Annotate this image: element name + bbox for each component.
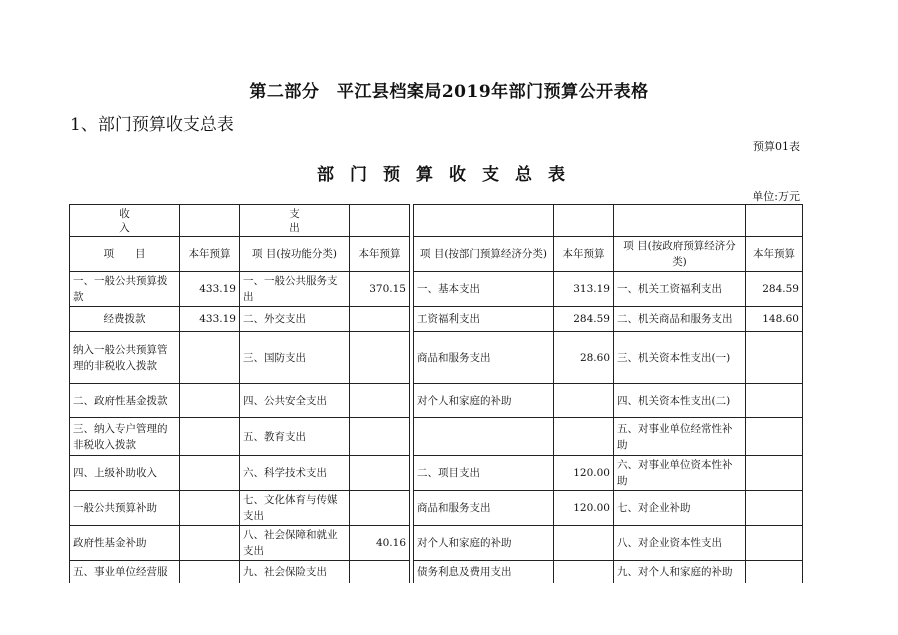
- gov-item-cell: 八、对企业资本性支出: [614, 526, 746, 561]
- func-budget-cell: [350, 307, 410, 332]
- income-item-cell: 四、上级补助收入: [70, 456, 180, 491]
- gov-item-cell: 二、机关商品和服务支出: [614, 307, 746, 332]
- col-header-income-budget: 本年预算: [180, 237, 240, 272]
- income-item-cell: 五、事业单位经营服: [70, 561, 180, 583]
- income-item-cell: 二、政府性基金拨款: [70, 384, 180, 418]
- page-title: 第二部分 平江县档案局2019年部门预算公开表格: [249, 82, 649, 102]
- dept-budget-cell: [554, 561, 614, 583]
- func-item-cell: 七、文化体育与传媒支出: [240, 491, 350, 526]
- dept-item-cell: 债务利息及费用支出: [414, 561, 554, 583]
- blank-header-cell: [554, 205, 614, 237]
- gov-item-cell: 三、机关资本性支出(一): [614, 332, 746, 384]
- blank-header-cell: [180, 205, 240, 237]
- gov-budget-cell: 284.59: [746, 272, 803, 307]
- group-header-row: [70, 205, 803, 237]
- gov-item-cell: 六、对事业单位资本性补助: [614, 456, 746, 491]
- gov-budget-cell: 148.60: [746, 307, 803, 332]
- table-row: [70, 561, 803, 583]
- func-item-cell: 六、科学技术支出: [240, 456, 350, 491]
- table-row: [70, 418, 803, 456]
- table-row: [70, 272, 803, 307]
- func-budget-cell: [350, 491, 410, 526]
- col-header-gov-econ-item: 项 目(按政府预算经济分类): [614, 237, 746, 272]
- income-budget-cell: [180, 526, 240, 561]
- income-budget-cell: [180, 418, 240, 456]
- dept-budget-cell: [554, 384, 614, 418]
- income-item-cell: 政府性基金补助: [70, 526, 180, 561]
- gov-item-cell: 五、对事业单位经常性补助: [614, 418, 746, 456]
- func-item-cell: 二、外交支出: [240, 307, 350, 332]
- form-code: 预算01表: [753, 140, 800, 153]
- gov-budget-cell: [746, 384, 803, 418]
- gov-budget-cell: [746, 332, 803, 384]
- dept-item-cell: 对个人和家庭的补助: [414, 384, 554, 418]
- dept-budget-cell: [554, 418, 614, 456]
- table-row: [70, 491, 803, 526]
- income-budget-cell: [180, 384, 240, 418]
- income-budget-cell: [180, 332, 240, 384]
- income-budget-cell: [180, 491, 240, 526]
- col-header-gov-econ-budget: 本年预算: [746, 237, 803, 272]
- func-budget-cell: [350, 456, 410, 491]
- unit-label: 单位:万元: [752, 190, 800, 203]
- col-header-dept-econ-budget: 本年预算: [554, 237, 614, 272]
- dept-budget-cell: 284.59: [554, 307, 614, 332]
- dept-budget-cell: 120.00: [554, 491, 614, 526]
- col-header-income-item: 项 目: [70, 237, 180, 272]
- func-budget-cell: [350, 561, 410, 583]
- blank-header-cell: [414, 205, 554, 237]
- func-item-cell: 五、教育支出: [240, 418, 350, 456]
- func-budget-cell: 40.16: [350, 526, 410, 561]
- func-budget-cell: 370.15: [350, 272, 410, 307]
- gov-budget-cell: [746, 491, 803, 526]
- dept-item-cell: 商品和服务支出: [414, 332, 554, 384]
- col-header-dept-econ-item: 项 目(按部门预算经济分类): [414, 237, 554, 272]
- func-budget-cell: [350, 332, 410, 384]
- dept-item-cell: 对个人和家庭的补助: [414, 526, 554, 561]
- income-budget-cell: [180, 456, 240, 491]
- income-item-cell: 一、一般公共预算拨款: [70, 272, 180, 307]
- dept-budget-cell: [554, 526, 614, 561]
- gov-item-cell: 九、对个人和家庭的补助: [614, 561, 746, 583]
- table-row: [70, 307, 803, 332]
- dept-item-cell: 二、项目支出: [414, 456, 554, 491]
- dept-budget-cell: 120.00: [554, 456, 614, 491]
- table-row: [70, 332, 803, 384]
- expense-group-header: 支 出: [240, 205, 350, 237]
- blank-header-cell: [746, 205, 803, 237]
- table-row: [70, 384, 803, 418]
- dept-budget-cell: 28.60: [554, 332, 614, 384]
- col-header-func-item: 项 目(按功能分类): [240, 237, 350, 272]
- func-budget-cell: [350, 384, 410, 418]
- income-item-cell: 经费拨款: [70, 307, 180, 332]
- section-heading: 1、部门预算收支总表: [70, 115, 234, 135]
- table-row: [70, 456, 803, 491]
- col-header-func-budget: 本年预算: [350, 237, 410, 272]
- func-item-cell: 九、社会保险支出: [240, 561, 350, 583]
- func-item-cell: 四、公共安全支出: [240, 384, 350, 418]
- table-row: [70, 526, 803, 561]
- dept-budget-cell: 313.19: [554, 272, 614, 307]
- income-group-header: 收 入: [70, 205, 180, 237]
- gov-item-cell: 一、机关工资福利支出: [614, 272, 746, 307]
- dept-item-cell: [414, 418, 554, 456]
- gov-budget-cell: [746, 418, 803, 456]
- gov-budget-cell: [746, 456, 803, 491]
- budget-summary-table: [69, 204, 803, 583]
- income-budget-cell: 433.19: [180, 307, 240, 332]
- gov-item-cell: 七、对企业补助: [614, 491, 746, 526]
- income-item-cell: 纳入一般公共预算管理的非税收入拨款: [70, 332, 180, 384]
- table-title: 部门预算收支总表: [317, 165, 581, 185]
- income-budget-cell: 433.19: [180, 272, 240, 307]
- func-item-cell: 八、社会保障和就业支出: [240, 526, 350, 561]
- income-budget-cell: [180, 561, 240, 583]
- income-item-cell: 一般公共预算补助: [70, 491, 180, 526]
- blank-header-cell: [614, 205, 746, 237]
- func-budget-cell: [350, 418, 410, 456]
- blank-header-cell: [350, 205, 410, 237]
- dept-item-cell: 商品和服务支出: [414, 491, 554, 526]
- dept-item-cell: 一、基本支出: [414, 272, 554, 307]
- func-item-cell: 一、一般公共服务支出: [240, 272, 350, 307]
- column-header-row: [70, 237, 803, 272]
- income-item-cell: 三、纳入专户管理的非税收入拨款: [70, 418, 180, 456]
- dept-item-cell: 工资福利支出: [414, 307, 554, 332]
- gov-item-cell: 四、机关资本性支出(二): [614, 384, 746, 418]
- func-item-cell: 三、国防支出: [240, 332, 350, 384]
- gov-budget-cell: [746, 561, 803, 583]
- gov-budget-cell: [746, 526, 803, 561]
